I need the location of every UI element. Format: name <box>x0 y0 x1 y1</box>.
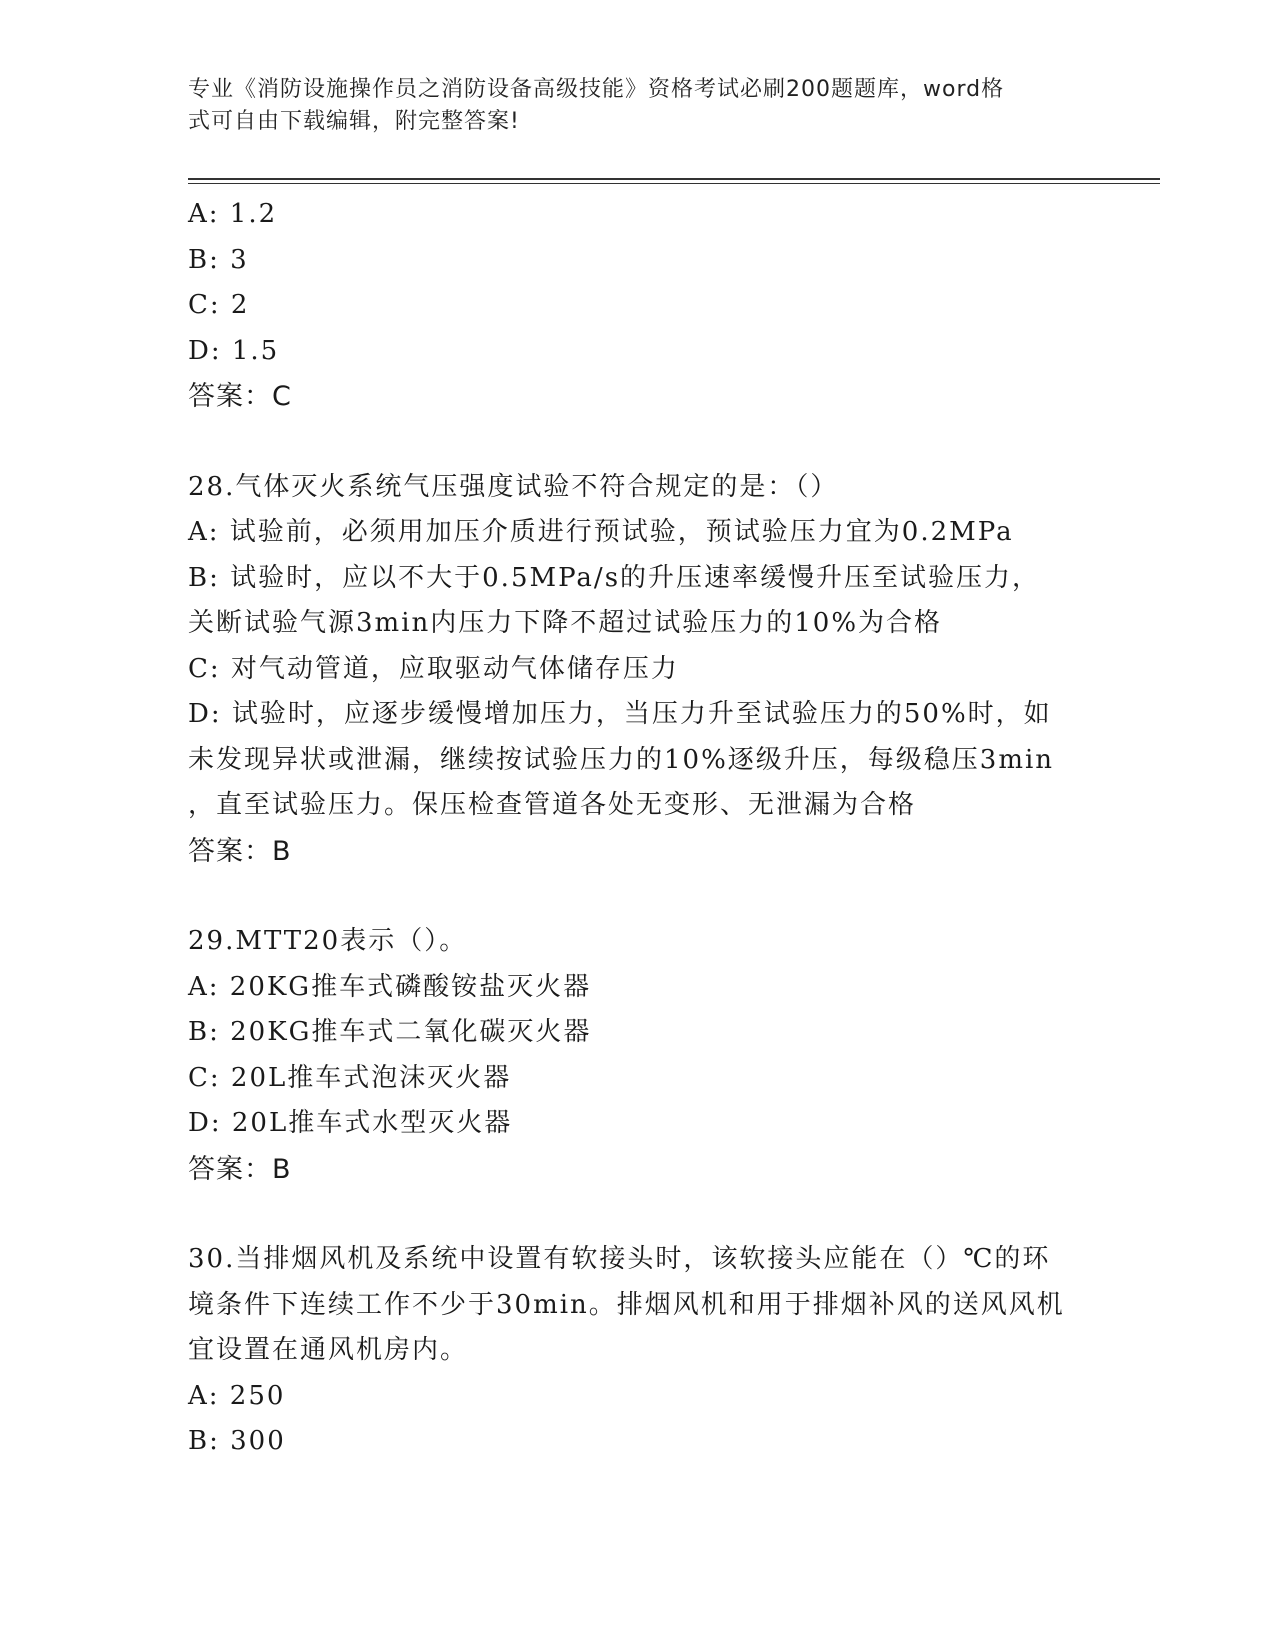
answer: 答案：C <box>188 381 292 412</box>
option-d-continued: 未发现异状或泄漏，继续按试验压力的10%逐级升压，每级稳压3min <box>188 744 1055 775</box>
option-c: C: 2 <box>188 290 250 320</box>
answer: 答案：B <box>188 1153 292 1185</box>
question-28 <box>188 465 1088 875</box>
option-a: A: 250 <box>188 1380 286 1411</box>
option-b: B: 试验时，应以不大于0.5MPa/s的升压速率缓慢升压至试验压力， <box>188 562 1041 593</box>
option-d: D: 试验时，应逐步缓慢增加压力，当压力升至试验压力的50%时，如 <box>188 699 1052 729</box>
option-c: C: 对气动管道，应取驱动气体储存压力 <box>188 653 679 684</box>
question-stem: 30.当排烟风机及系统中设置有软接头时，该软接头应能在（）℃的环 <box>188 1244 1051 1274</box>
question-27 <box>188 192 1088 420</box>
option-d: D: 20L推车式水型灭火器 <box>188 1108 513 1138</box>
question-30 <box>188 1237 1088 1465</box>
spacer <box>188 420 1088 465</box>
option-b: B: 300 <box>188 1426 286 1456</box>
question-stem: 29.MTT20表示（）。 <box>188 926 468 956</box>
option-a: A: 20KG推车式磷酸铵盐灭火器 <box>188 971 592 1002</box>
option-b-continued: 关断试验气源3min内压力下降不超过试验压力的10%为合格 <box>188 608 943 638</box>
question-list <box>188 192 1088 1465</box>
option-d: D: 1.5 <box>188 335 280 366</box>
option-c: C: 20L推车式泡沫灭火器 <box>188 1062 512 1093</box>
question-29 <box>188 919 1088 1192</box>
header-line-1: 专业《消防设施操作员之消防设备高级技能》资格考试必刷200题题库，word格 <box>188 77 1005 102</box>
option-a: A: 试验前，必须用加压介质进行预试验，预试验压力宜为0.2MPa <box>188 517 1014 547</box>
question-stem-continued: 境条件下连续工作不少于30min。排烟风机和用于排烟补风的送风风机 <box>188 1289 1065 1320</box>
answer: 答案：B <box>188 835 292 867</box>
header-divider <box>188 178 1160 184</box>
question-stem-continued: 宜设置在通风机房内。 <box>188 1335 469 1365</box>
option-d-continued: ，直至试验压力。保压检查管道各处无变形、无泄漏为合格 <box>188 790 917 820</box>
document-header <box>188 74 1088 138</box>
spacer <box>188 1192 1088 1237</box>
spacer <box>188 874 1088 919</box>
question-stem: 28.气体灭火系统气压强度试验不符合规定的是：（） <box>188 471 839 502</box>
header-line-2: 式可自由下载编辑，附完整答案! <box>188 109 520 134</box>
option-b: B: 20KG推车式二氧化碳灭火器 <box>188 1017 592 1047</box>
option-a: A: 1.2 <box>188 199 278 229</box>
option-b: B: 3 <box>188 244 249 275</box>
